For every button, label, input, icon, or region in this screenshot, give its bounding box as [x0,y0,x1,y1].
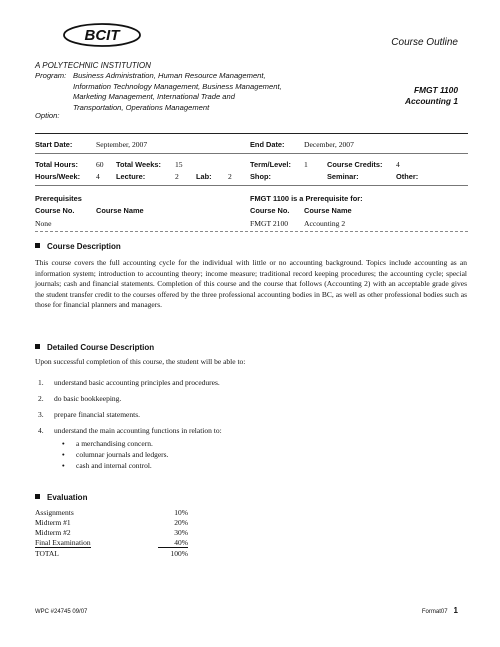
credits: 4 [396,160,400,169]
bullet-icon: • [62,461,65,470]
prereq-value: None [35,219,52,228]
square-bullet-icon [35,344,40,349]
detailed-description-heading: Detailed Course Description [35,343,154,352]
divider [35,231,468,232]
bcit-logo [62,22,142,48]
table-row: TOTAL 100% [35,549,188,558]
table-row: Midterm #1 20% [35,518,188,527]
sub-list-item: • cash and internal control. [62,461,152,470]
program-label: Program: [35,71,67,80]
sub-list-item: • columnar journals and ledgers. [62,450,169,459]
lab-label: Lab: [196,172,212,181]
lecture: 2 [175,172,179,181]
term-label: Term/Level: [250,160,291,169]
is-prereq-heading: FMGT 1100 is a Prerequisite for: [250,194,363,203]
divider [35,185,468,186]
hours-week-label: Hours/Week: [35,172,81,181]
doc-type: Course Outline [391,37,458,48]
divider [35,133,468,134]
table-row: Final Examination 40% [35,538,188,547]
for-course-name-label: Course Name [304,206,352,215]
course-title: Accounting 1 [404,96,458,106]
institution: A POLYTECHNIC INSTITUTION [35,61,151,70]
total-hours-label: Total Hours: [35,160,78,169]
total-weeks: 15 [175,160,183,169]
list-item: 4. understand the main accounting functions in relation to: [38,426,222,435]
for-course-name: Accounting 2 [304,219,346,228]
start-date-label: Start Date: [35,140,73,149]
program-line: Information Technology Management, Business Management, [73,81,282,91]
square-bullet-icon [35,494,40,499]
bullet-icon: • [62,439,65,448]
bullet-icon: • [62,450,65,459]
end-date: December, 2007 [304,140,354,149]
evaluation-heading: Evaluation [35,493,87,502]
program-line: Business Administration, Human Resource Management, [73,71,266,80]
end-date-label: End Date: [250,140,285,149]
list-item: 3. prepare financial statements. [38,410,141,419]
footer-right [422,606,458,615]
divider [35,153,468,154]
svg-text:BCIT: BCIT [84,27,120,44]
credits-label: Course Credits: [327,160,383,169]
prereq-heading: Prerequisites [35,194,82,203]
square-bullet-icon [35,243,40,248]
start-date: September, 2007 [96,140,148,149]
course-code: FMGT 1100 [413,85,458,95]
course-description-heading: Course Description [35,242,121,251]
hours-week: 4 [96,172,100,181]
for-course-no: FMGT 2100 [250,219,289,228]
program-line: Transportation, Operations Management [73,102,210,112]
footer-format: Format07 [421,609,448,615]
lab: 2 [228,172,232,181]
page-number: 1 [453,606,458,615]
course-code-block [405,85,458,107]
total-hours: 60 [96,160,104,169]
seminar-label: Seminar: [327,172,359,181]
option-label: Option: [35,111,60,120]
list-item: 2. do basic bookkeeping. [38,394,122,403]
table-row: Midterm #2 30% [35,528,188,537]
other-label: Other: [396,172,419,181]
sub-list-item: • a merchandising concern. [62,439,153,448]
program-line: Marketing Management, International Trade and [73,92,235,101]
total-weeks-label: Total Weeks: [116,160,161,169]
for-course-no-label: Course No. [250,206,290,215]
detailed-intro: Upon successful completion of this course, the student will be able to: [35,357,246,366]
shop-label: Shop: [250,172,271,181]
prereq-course-no-label: Course No. [35,206,75,215]
list-item: 1. understand basic accounting principles and procedures. [38,378,220,387]
prereq-course-name-label: Course Name [96,206,144,215]
lecture-label: Lecture: [116,172,146,181]
program-list [73,71,323,113]
course-description-text: This course covers the full accounting cycle for the individual with little or no accounting background. Topics include accounting as an information system; introduction to accounting theory; income measure; traditional record keeping procedures; the accounting cycle; special journals; cash and financial statements. Completion of this course and the course that follows (Accounting 2) with an acceptable grade gives the student transfer credit to the courses offered by the three professional accounting bodies in BC, as well as other professional bodies such as those for financial planners and managers. [35,258,467,310]
table-row: Assignments 10% [35,508,188,517]
term: 1 [304,160,308,169]
footer-doc-ref: WPC #24745 09/07 [35,609,88,615]
